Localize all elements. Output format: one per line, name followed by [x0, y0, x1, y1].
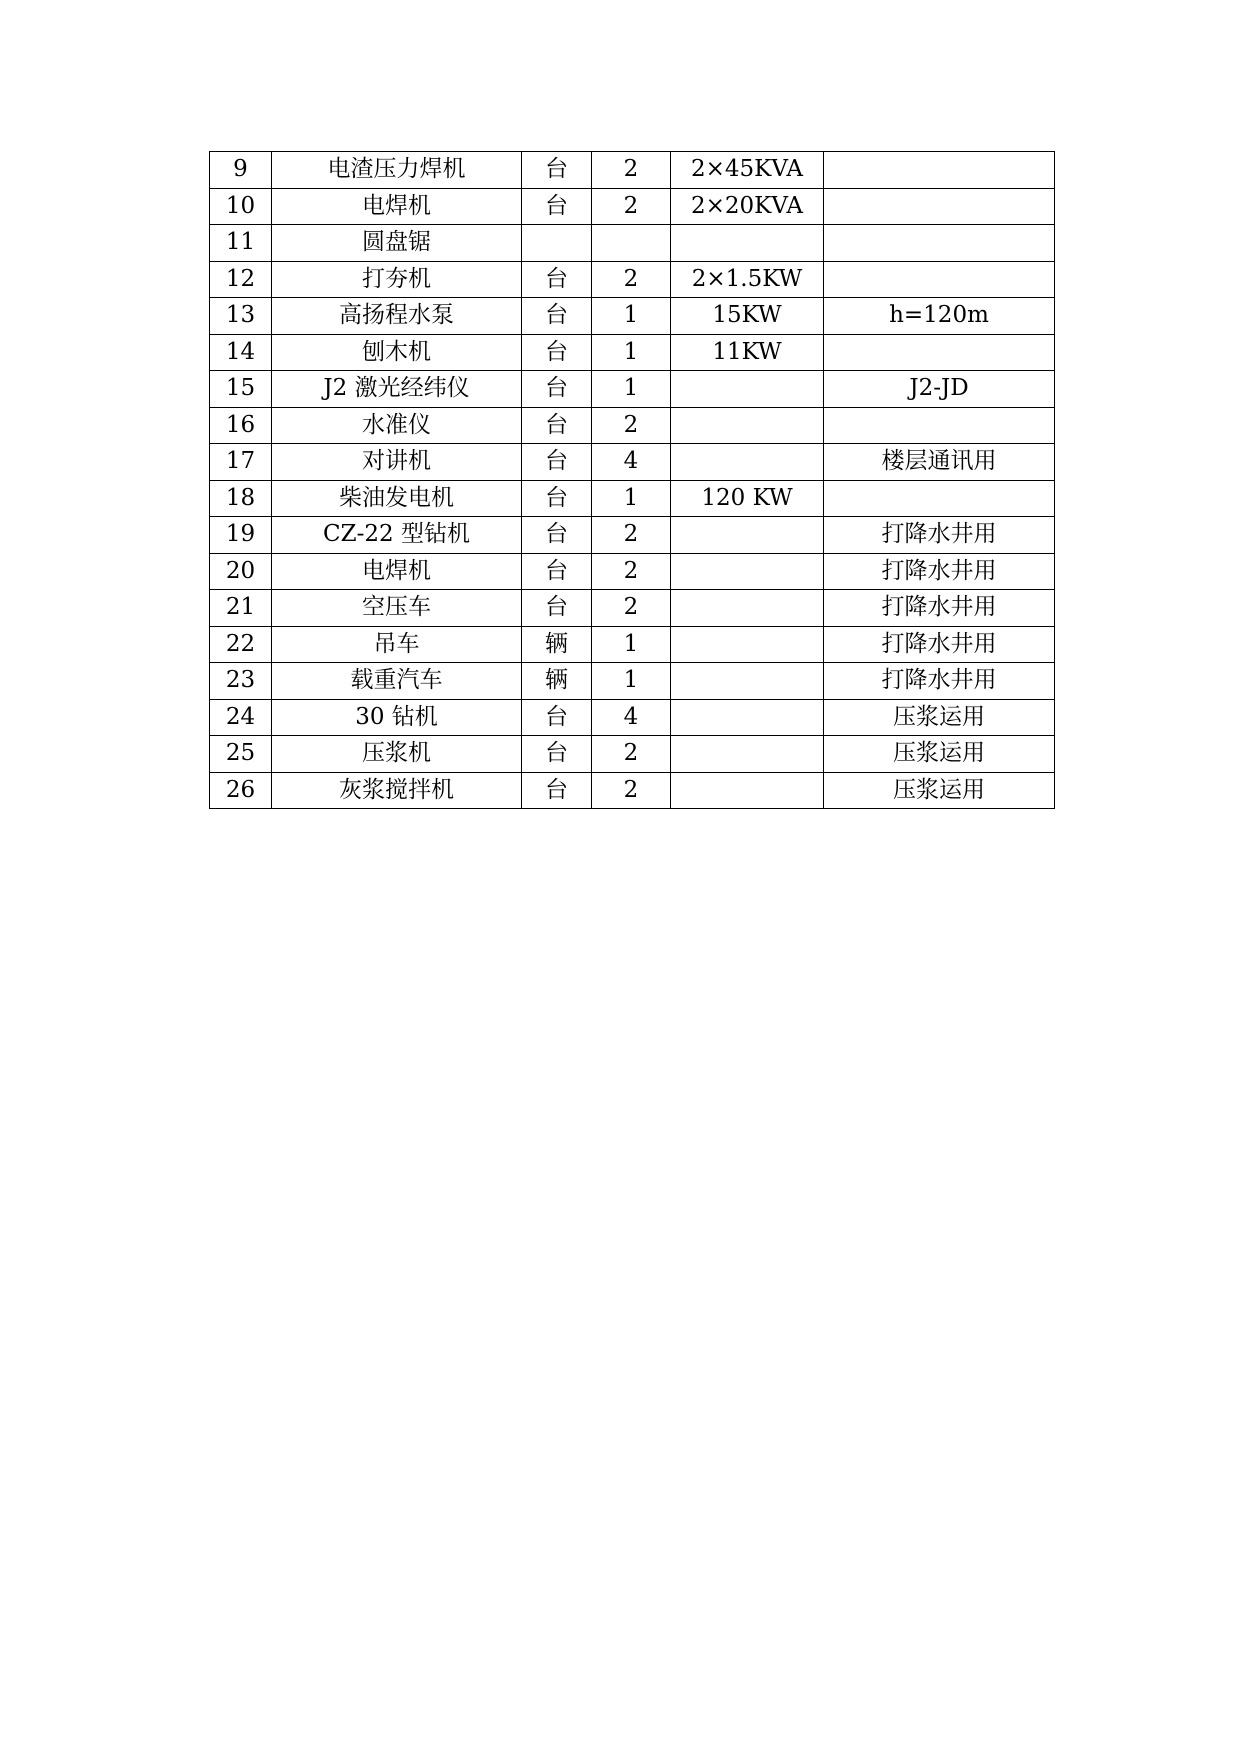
- cell-no: 19: [210, 517, 272, 554]
- cell-note: [824, 334, 1055, 371]
- table-row: [210, 225, 1055, 262]
- cell-no: 13: [210, 298, 272, 335]
- cell-name: 吊车: [272, 626, 522, 663]
- table-row: [210, 699, 1055, 736]
- table-row: [210, 261, 1055, 298]
- cell-note: 楼层通讯用: [824, 444, 1055, 481]
- cell-no: 12: [210, 261, 272, 298]
- cell-no: 18: [210, 480, 272, 517]
- cell-unit: 台: [522, 699, 592, 736]
- cell-spec: 15KW: [671, 298, 824, 335]
- cell-name: 电焊机: [272, 188, 522, 225]
- cell-spec: [671, 371, 824, 408]
- cell-note: 打降水井用: [824, 590, 1055, 627]
- cell-unit: 台: [522, 772, 592, 809]
- cell-no: 22: [210, 626, 272, 663]
- cell-note: 打降水井用: [824, 626, 1055, 663]
- cell-name: 刨木机: [272, 334, 522, 371]
- cell-spec: [671, 590, 824, 627]
- cell-no: 26: [210, 772, 272, 809]
- cell-spec: [671, 663, 824, 700]
- cell-unit: 台: [522, 334, 592, 371]
- cell-unit: 台: [522, 444, 592, 481]
- cell-unit: 台: [522, 261, 592, 298]
- cell-name: 圆盘锯: [272, 225, 522, 262]
- cell-unit: 辆: [522, 663, 592, 700]
- cell-note: 压浆运用: [824, 736, 1055, 773]
- table-row: [210, 772, 1055, 809]
- cell-no: 9: [210, 152, 272, 189]
- cell-qty: 2: [592, 772, 671, 809]
- cell-unit: 台: [522, 480, 592, 517]
- cell-name: 空压车: [272, 590, 522, 627]
- cell-unit: 台: [522, 407, 592, 444]
- cell-note: [824, 152, 1055, 189]
- cell-spec: 2×45KVA: [671, 152, 824, 189]
- table-row: [210, 553, 1055, 590]
- cell-spec: [671, 772, 824, 809]
- cell-unit: 台: [522, 152, 592, 189]
- cell-qty: 2: [592, 261, 671, 298]
- cell-name: 柴油发电机: [272, 480, 522, 517]
- cell-spec: [671, 699, 824, 736]
- cell-spec: 11KW: [671, 334, 824, 371]
- table-row: [210, 517, 1055, 554]
- cell-unit: 台: [522, 188, 592, 225]
- cell-name: 电渣压力焊机: [272, 152, 522, 189]
- cell-no: 25: [210, 736, 272, 773]
- table-row: [210, 188, 1055, 225]
- cell-note: [824, 480, 1055, 517]
- table-row: [210, 371, 1055, 408]
- cell-spec: [671, 517, 824, 554]
- cell-name: 30 钻机: [272, 699, 522, 736]
- cell-note: 打降水井用: [824, 517, 1055, 554]
- cell-spec: [671, 626, 824, 663]
- cell-spec: [671, 225, 824, 262]
- cell-name: CZ-22 型钻机: [272, 517, 522, 554]
- cell-qty: 2: [592, 553, 671, 590]
- cell-note: 打降水井用: [824, 663, 1055, 700]
- cell-name: 对讲机: [272, 444, 522, 481]
- cell-qty: 4: [592, 699, 671, 736]
- cell-note: h=120m: [824, 298, 1055, 335]
- equipment-table: [209, 151, 1055, 809]
- cell-qty: 1: [592, 298, 671, 335]
- cell-qty: 1: [592, 334, 671, 371]
- cell-no: 21: [210, 590, 272, 627]
- table-row: [210, 480, 1055, 517]
- cell-no: 16: [210, 407, 272, 444]
- cell-note: [824, 407, 1055, 444]
- cell-no: 20: [210, 553, 272, 590]
- cell-note: [824, 225, 1055, 262]
- cell-spec: [671, 444, 824, 481]
- table-row: [210, 407, 1055, 444]
- cell-unit: 台: [522, 517, 592, 554]
- cell-qty: 2: [592, 407, 671, 444]
- cell-qty: 1: [592, 371, 671, 408]
- cell-qty: 4: [592, 444, 671, 481]
- cell-qty: 1: [592, 480, 671, 517]
- cell-spec: 2×20KVA: [671, 188, 824, 225]
- cell-name: 电焊机: [272, 553, 522, 590]
- cell-spec: [671, 553, 824, 590]
- cell-spec: 120 KW: [671, 480, 824, 517]
- table-row: [210, 152, 1055, 189]
- cell-note: 压浆运用: [824, 699, 1055, 736]
- cell-no: 11: [210, 225, 272, 262]
- table-row: [210, 444, 1055, 481]
- cell-name: 载重汽车: [272, 663, 522, 700]
- cell-note: [824, 188, 1055, 225]
- table-row: [210, 626, 1055, 663]
- cell-name: J2 激光经纬仪: [272, 371, 522, 408]
- cell-qty: 2: [592, 590, 671, 627]
- cell-name: 压浆机: [272, 736, 522, 773]
- cell-name: 灰浆搅拌机: [272, 772, 522, 809]
- table-row: [210, 298, 1055, 335]
- cell-no: 17: [210, 444, 272, 481]
- cell-qty: [592, 225, 671, 262]
- cell-name: 打夯机: [272, 261, 522, 298]
- cell-no: 10: [210, 188, 272, 225]
- cell-qty: 1: [592, 663, 671, 700]
- equipment-table-body: [210, 152, 1055, 809]
- cell-spec: [671, 407, 824, 444]
- cell-unit: 台: [522, 371, 592, 408]
- cell-note: [824, 261, 1055, 298]
- cell-note: J2-JD: [824, 371, 1055, 408]
- cell-spec: 2×1.5KW: [671, 261, 824, 298]
- cell-qty: 1: [592, 626, 671, 663]
- table-row: [210, 334, 1055, 371]
- cell-unit: 台: [522, 590, 592, 627]
- cell-name: 水准仪: [272, 407, 522, 444]
- cell-unit: 辆: [522, 626, 592, 663]
- cell-unit: 台: [522, 553, 592, 590]
- cell-note: 压浆运用: [824, 772, 1055, 809]
- cell-no: 14: [210, 334, 272, 371]
- cell-qty: 2: [592, 188, 671, 225]
- cell-qty: 2: [592, 152, 671, 189]
- cell-qty: 2: [592, 517, 671, 554]
- cell-no: 24: [210, 699, 272, 736]
- cell-qty: 2: [592, 736, 671, 773]
- cell-spec: [671, 736, 824, 773]
- table-row: [210, 590, 1055, 627]
- cell-no: 23: [210, 663, 272, 700]
- cell-unit: [522, 225, 592, 262]
- cell-unit: 台: [522, 736, 592, 773]
- cell-note: 打降水井用: [824, 553, 1055, 590]
- table-row: [210, 736, 1055, 773]
- cell-no: 15: [210, 371, 272, 408]
- table-row: [210, 663, 1055, 700]
- cell-name: 高扬程水泵: [272, 298, 522, 335]
- cell-unit: 台: [522, 298, 592, 335]
